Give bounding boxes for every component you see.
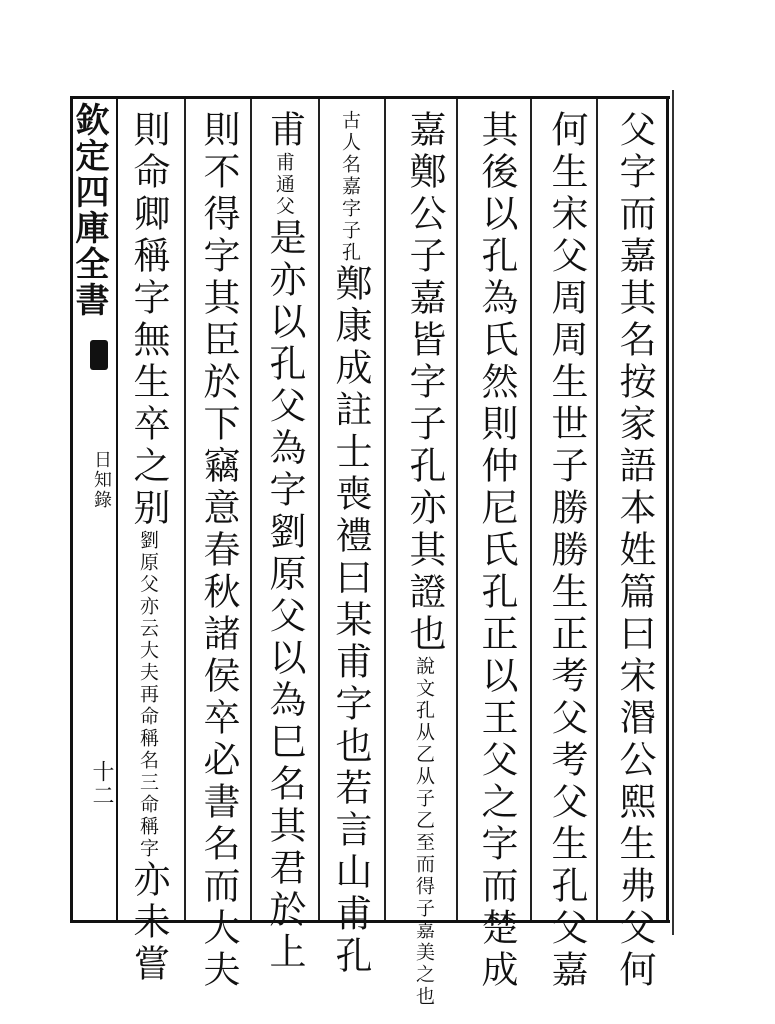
text-column	[262, 110, 306, 974]
column-rule	[596, 99, 598, 920]
commentary-note: 甫通父	[273, 152, 295, 218]
column-rule	[250, 99, 252, 920]
column-rule	[384, 99, 386, 920]
main-text: 其後以孔為氏然則仲尼氏孔正以王父之字而楚成	[475, 110, 518, 992]
chapter-marker	[90, 340, 108, 370]
main-text: 是亦以孔父為字劉原父以為巳名其君於上	[263, 218, 306, 974]
text-column	[402, 110, 446, 1008]
frame-right-border	[666, 96, 669, 923]
commentary-note: 古人名嘉字子孔	[339, 110, 361, 264]
main-text: 鄭康成註士喪禮曰某甫字也若言山甫孔	[329, 264, 372, 978]
text-column	[328, 110, 372, 978]
commentary-note: 劉原父亦云大夫再命稱名三命稱字	[137, 530, 159, 860]
column-rule	[456, 99, 458, 920]
text-column	[474, 110, 518, 992]
text-column	[196, 110, 240, 992]
frame-right-outer-border	[672, 90, 674, 935]
commentary-note: 說文孔从乙从子乙至而得子嘉美之也	[413, 656, 435, 1008]
column-rule	[184, 99, 186, 920]
book-name: 日知錄	[91, 450, 112, 510]
frame-top-border	[70, 96, 670, 99]
text-column	[612, 110, 656, 992]
text-column	[544, 110, 588, 992]
main-text: 亦未嘗	[127, 860, 170, 986]
main-text: 何生宋父周周生世子勝勝生正考父考父生孔父嘉	[545, 110, 588, 992]
main-text: 則不得字其臣於下竊意春秋諸侯卒必書名而大夫	[197, 110, 240, 992]
main-text: 則命卿稱字無生卒之别	[127, 110, 170, 530]
main-text: 父字而嘉其名按家語本姓篇曰宋湣公熙生弗父何	[613, 110, 656, 992]
column-rule	[530, 99, 532, 920]
main-text: 甫	[263, 110, 306, 152]
text-column	[126, 110, 170, 986]
column-rule	[318, 99, 320, 920]
page-number: 十二	[89, 760, 114, 808]
collection-title: 欽定四庫全書	[69, 102, 109, 318]
main-text: 嘉鄭公子嘉皆字子孔亦其證也	[403, 110, 446, 656]
